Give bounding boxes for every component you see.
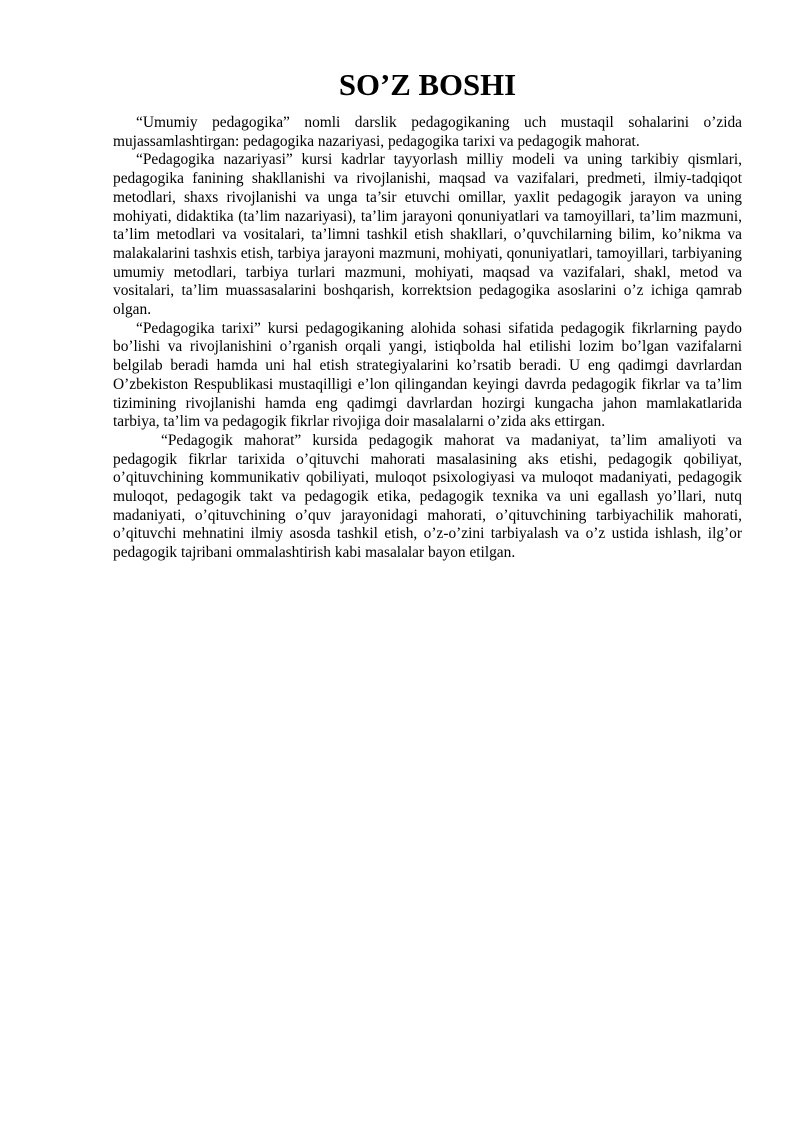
paragraph-pedagogical-skill: “Pedagogik mahorat” kursida pedagogik mahorat va madaniyat, ta’lim amaliyoti va pedagogik fikrlar tarixida o’qituvchi mahorati masalasining aks etishi, pedagogik qobiliyat, o’qituvchining kommunikativ qobiliyati, muloqot psixologiyasi va muloqot madaniyati, pedagogik muloqot, pedagogik takt va pedagogik etika, pedagogik texnika va uni egallash yo’llari, nutq madaniyati, o’qituvchining o’quv jarayonidagi mahorati, o’qituvchining tarbiyachilik mahorati, o’qituvchi mehnatini ilmiy asosda tashkil etish, o’z-o’zini tarbiyalash va o’z ustida ishlash, ilg’or pedagogik tajribani ommalashtirish kabi masalalar bayon etilgan.	[113, 431, 742, 562]
paragraph-pedagogy-theory: “Pedagogika nazariyasi” kursi kadrlar tayyorlash milliy modeli va uning tarkibiy qismlari, pedagogika fanining shakllanishi va rivojlanishi, maqsad va vazifalari, predmeti, ilmiy-tadqiqot metodlari, shaxs rivojlanishi va unga ta’sir etuvchi omillar, yaxlit pedagogik jarayon va uning mohiyati, didaktika (ta’lim nazariyasi), ta’lim jarayoni qonuniyatlari va tamoyillari, ta’lim mazmuni, ta’lim metodlari va vositalari, ta’limni tashkil etish shakllari, o’quvchilarning bilim, ko’nikma va malakalarini tashxis etish, tarbiya jarayoni mazmuni, mohiyati, qonuniyatlari, tamoyillari, tarbiyaning umumiy metodlari, tarbiya turlari mazmuni, mohiyati, maqsad va vazifalari, shakl, metod va vositalari, ta’lim muassasalarini boshqarish, korrektsion pedagogika asoslarini o’z ichiga qamrab olgan.	[113, 151, 742, 319]
paragraph-intro: “Umumiy pedagogika” nomli darslik pedagogikaning uch mustaqil sohalarini o’zida mujassamlashtirgan: pedagogika nazariyasi, pedagogika tarixi va pedagogik mahorat.	[113, 114, 742, 150]
document-page	[113, 68, 742, 563]
paragraph-pedagogy-history: “Pedagogika tarixi” kursi pedagogikaning alohida sohasi sifatida pedagogik fikrlarning paydo bo’lishi va rivojlanishini o’rganish orqali yangi, istiqbolda hal etilishi lozim bo’lgan vazifalarni belgilab beradi hamda uni hal etish strategiyalarini ko’rsatib beradi. U eng qadimgi davrlardan O’zbekiston Respublikasi mustaqilligi e’lon qilingandan keyingi davrda pedagogik fikrlar va ta’lim tizimining rivojlanishi hamda eng qadimgi davrlardan hozirgi kungacha jahon mamlakatlarida tarbiya, ta’lim va pedagogik fikrlar rivojiga doir masalalarni o’zida aks ettirgan.	[113, 319, 742, 431]
document-title: SO’Z BOSHI	[338, 68, 517, 102]
